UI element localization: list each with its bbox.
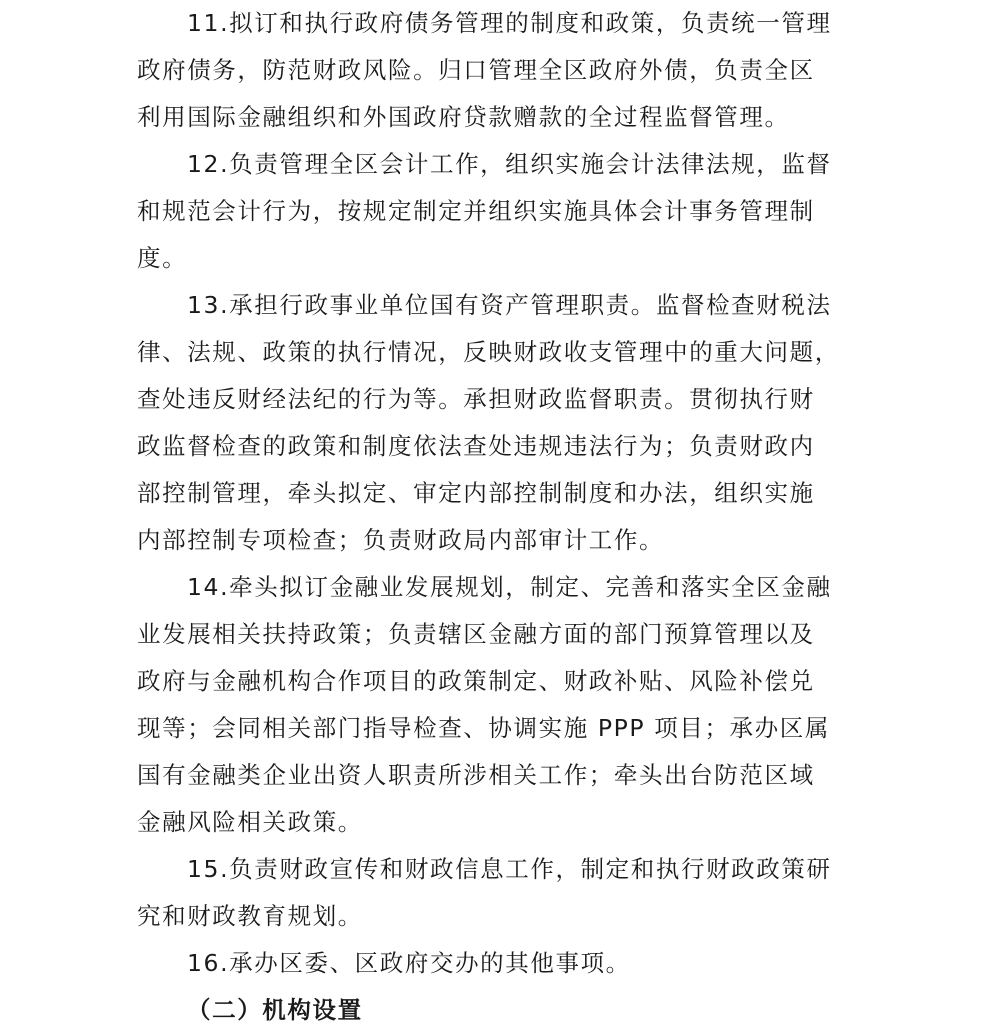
paragraph-line: 业发展相关扶持政策；负责辖区金融方面的部门预算管理以及	[137, 620, 815, 648]
paragraph-line: 政府与金融机构合作项目的政策制定、财政补贴、风险补偿兑	[137, 667, 815, 695]
paragraph-line: 12.负责管理全区会计工作，组织实施会计法律法规，监督	[187, 150, 832, 178]
paragraph-line: 政监督检查的政策和制度依法查处违规违法行为；负责财政内	[137, 432, 815, 460]
paragraph-line: 律、法规、政策的执行情况，反映财政收支管理中的重大问题，	[137, 338, 840, 366]
document-body	[137, 0, 897, 1034]
paragraph-line: 15.负责财政宣传和财政信息工作，制定和执行财政政策研	[187, 855, 832, 883]
paragraph-line: 利用国际金融组织和外国政府贷款赠款的全过程监督管理。	[137, 103, 790, 131]
paragraph-line: 和规范会计行为，按规定制定并组织实施具体会计事务管理制	[137, 197, 815, 225]
paragraph-line: 内部控制专项检查；负责财政局内部审计工作。	[137, 526, 665, 554]
section-heading: （二）机构设置	[187, 996, 363, 1024]
paragraph-line: 金融风险相关政策。	[137, 808, 363, 836]
list-item	[137, 141, 897, 282]
list-item	[137, 846, 897, 940]
list-item	[137, 940, 897, 987]
paragraph-line: 14.牵头拟订金融业发展规划，制定、完善和落实全区金融	[187, 573, 832, 601]
paragraph-line: 11.拟订和执行政府债务管理的制度和政策，负责统一管理	[187, 9, 832, 37]
list-item	[137, 564, 897, 846]
paragraph-line: 究和财政教育规划。	[137, 902, 363, 930]
paragraph-line: 13.承担行政事业单位国有资产管理职责。监督检查财税法	[187, 291, 832, 319]
paragraph-line: 16.承办区委、区政府交办的其他事项。	[187, 949, 631, 977]
paragraph-line: 现等；会同相关部门指导检查、协调实施 PPP 项目；承办区属	[137, 714, 830, 742]
paragraph-line: 部控制管理，牵头拟定、审定内部控制制度和办法，组织实施	[137, 479, 815, 507]
paragraph-line: 国有金融类企业出资人职责所涉相关工作；牵头出台防范区域	[137, 761, 815, 789]
paragraph-line: 度。	[137, 244, 188, 272]
paragraph-line: 政府债务，防范财政风险。归口管理全区政府外债，负责全区	[137, 56, 815, 84]
paragraph-line: 查处违反财经法纪的行为等。承担财政监督职责。贯彻执行财	[137, 385, 815, 413]
list-item	[137, 282, 897, 564]
list-item	[137, 0, 897, 141]
